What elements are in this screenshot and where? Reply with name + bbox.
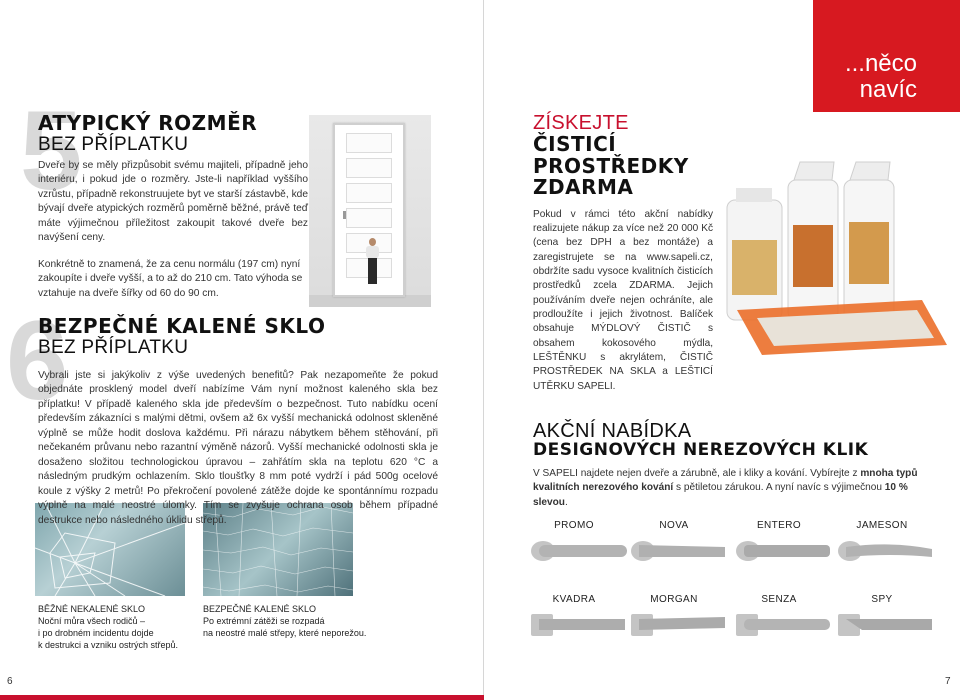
- section-6-subtitle: BEZ PŘÍPLATKU: [38, 337, 189, 358]
- caption-tempered-line: na neostré malé střepy, které neporežou.: [203, 628, 367, 639]
- section-number-5: 5: [20, 88, 83, 213]
- cleaning-products-photo: [722, 160, 957, 355]
- page-number-right: 7: [945, 676, 951, 687]
- handle-name-kvadra: KVADRA: [552, 594, 596, 605]
- tall-door-photo: [309, 115, 431, 307]
- caption-untempered-line: k destrukci a vzniku ostrých střepů.: [38, 640, 179, 651]
- handle-morgan-image: [625, 608, 733, 658]
- handle-promo-image: [525, 535, 633, 585]
- man-figure-legs: [368, 258, 377, 284]
- man-figure-shirt: [366, 246, 379, 258]
- cleaning-title-bold-2: PROSTŘEDKY: [533, 153, 689, 178]
- caption-tempered-title: BEZPEČNÉ KALENÉ SKLO: [203, 604, 317, 614]
- cleaning-title-bold-3: ZDARMA: [533, 174, 634, 199]
- caption-untempered-line: Noční můra všech rodičů –: [38, 616, 146, 627]
- door-panel: [346, 183, 392, 203]
- section-number-6: 6: [6, 298, 69, 423]
- handle-jameson-image: [832, 535, 940, 585]
- handles-offer: [533, 420, 933, 510]
- cleaning-title-light: ZÍSKEJTE: [533, 112, 629, 134]
- handles-body-discount: 10 % slevou: [533, 482, 908, 508]
- section-6-paragraph: Vybrali jste si jakýkoliv z výše uvedených benefitů? Pak nezapomeňte že pokud objednáte prosklený model dveří nabízíme Vám nyní možnost kaleného skla bez příplatku! V případě kaleného skla jde především o bezpečnost. Tuto nabídku ocení především zákazníci s malými dětmi, ovšem až 6x vyšší mechanická odolnost skleněné výplně se může hodit doslova každému. Při nárazu nábytkem během stěhování, při nečekaném průvanu nebo razantní výměně názorů. Vyšší mechanické odolnosti skla je dosaženo složitou technologickou úpravou – zahřátím skla na teplotu 620 °C a následným prudkým ochlazením. Sklo tloušťky 8 mm poté vydrží i pád 500g ocelové koule z výšky 2 metrů! Po překročení povolené zátěže dojde ke spontánnímu rozpadu výplně na malé neostré úlomky. Tím se zvyšuje ochrana osob během případné destrukce nebo následného úklidu střepů.: [38, 369, 438, 526]
- handle-name-senza: SENZA: [761, 594, 797, 605]
- handle-nova-image: [625, 535, 733, 585]
- handles-body-text: .: [564, 496, 568, 508]
- cleaning-offer: [533, 112, 713, 394]
- handles-body-text: s pětiletou zárukou. A nyní navíc s výjimečnou: [673, 482, 885, 494]
- caption-tempered-glass: [203, 603, 383, 639]
- door-handle: [343, 211, 346, 219]
- handles-title-bold: DESIGNOVÝCH NEREZOVÝCH KLIK: [533, 440, 869, 460]
- section-6: [38, 316, 438, 528]
- caption-untempered-glass: [38, 603, 198, 652]
- door-panel: [346, 158, 392, 178]
- section-5-paragraph-2: Konkrétně to znamená, že za cenu normálu (197 cm) nyní zakoupíte i dveře vyšší, a to až do 210 cm. Tato výhoda se vztahuje na dveře šířky od 60 do 90 cm.: [38, 258, 303, 299]
- handle-kvadra-image: [525, 608, 633, 658]
- handles-title-light: AKČNÍ NABÍDKA: [533, 420, 692, 442]
- section-6-title: BEZPEČNÉ KALENÉ SKLO: [38, 314, 326, 338]
- neco-navic-tab: [813, 0, 960, 112]
- handle-entero-image: [730, 535, 838, 585]
- handle-name-spy: SPY: [871, 594, 893, 605]
- page-divider: [483, 0, 484, 700]
- handles-body-bold: mnoha typů kvalitních nerezového kování: [533, 467, 918, 494]
- handle-name-jameson: JAMESON: [856, 520, 908, 531]
- handle-spy-image: [832, 608, 940, 658]
- handle-name-nova: NOVA: [659, 520, 689, 531]
- door-panel: [346, 208, 392, 228]
- caption-untempered-title: BĚŽNÉ NEKALENÉ SKLO: [38, 604, 146, 614]
- section-5-subtitle: BEZ PŘÍPLATKU: [38, 134, 189, 155]
- page-number-left: 6: [7, 676, 13, 687]
- man-figure-head: [369, 238, 376, 246]
- handles-body-text: V SAPELI najdete nejen dveře a zárubně, ale i kliky a kování. Vybírejte z: [533, 467, 861, 479]
- cleaning-body: Pokud v rámci této akční nabídky realizujete nákup za více než 20 000 Kč (cena bez DPH a bez montáže) a zaregistrujete se na www.sapeli.cz, obdržíte sadu vysoce kvalitních čisticích prostředků zcela ZDARMA. Jejich používáním dveře nejen ochráníte, ale prodloužíte i jejich životnost. Balíček obsahuje MÝDLOVÝ ČISTIČ s obsahem kokosového mýdla, LEŠTĚNKU s akrylátem, ČISTIČ PROSTŘEDEK NA SKLA a LEŠTICÍ UTĚRKU SAPELI.: [533, 208, 713, 392]
- tab-line-2: navíc: [859, 76, 917, 103]
- handle-name-promo: PROMO: [554, 520, 594, 531]
- caption-untempered-line: i po drobném incidentu dojde: [38, 628, 154, 639]
- left-bottom-red-bar: [0, 695, 484, 700]
- handle-name-morgan: MORGAN: [650, 594, 698, 605]
- handles-body: [533, 467, 933, 510]
- caption-tempered-line: Po extrémní zátěži se rozpadá: [203, 616, 325, 627]
- section-5-title: ATYPICKÝ ROZMĚR: [38, 111, 258, 135]
- handle-senza-image: [730, 608, 838, 658]
- cleaning-title-bold: ČISTICÍ: [533, 132, 617, 156]
- handle-name-entero: ENTERO: [756, 520, 802, 531]
- section-5-paragraph-1: Dveře by se měly přizpůsobit svému majiteli, případně jeho interiéru, i pokud jde o rozměry. Jste-li například vyššího vzrůstu, případně rekonstruujete byt ve starší zástavbě, kde bývají dveře atypických rozměrů poměrně běžné, právě teď máte výjimečnou příležitost zakoupit takové dveře bez navýšení ceny.: [38, 159, 308, 244]
- tab-line-1: ...něco: [844, 50, 917, 77]
- section-5: [38, 113, 308, 301]
- door-panel: [346, 133, 392, 153]
